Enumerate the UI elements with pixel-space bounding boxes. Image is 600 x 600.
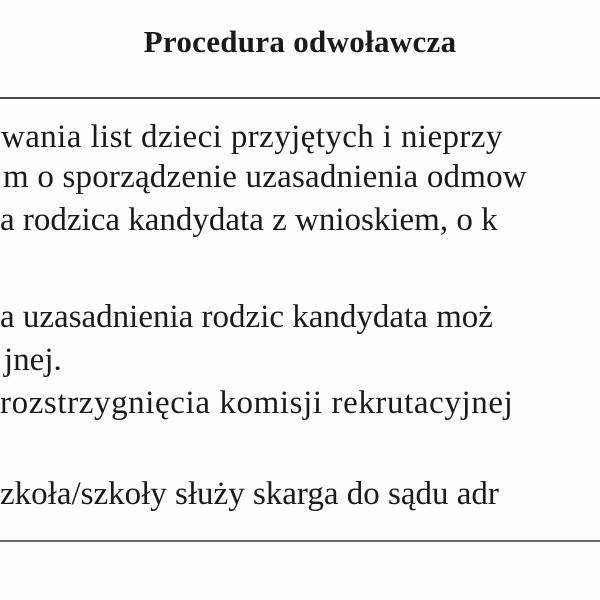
bottom-divider — [0, 540, 600, 542]
text-line-3: a rodzica kandydata z wnioskiem, o k — [0, 202, 498, 238]
top-divider — [0, 97, 600, 99]
text-line-5: jnej. — [4, 342, 62, 378]
text-line-2: m o sporządzenie uzasadnienia odmow — [3, 159, 527, 195]
text-line-6: rozstrzygnięcia komisji rekrutacyjnej — [0, 385, 514, 421]
text-line-1: wania list dzieci przyjętych i nieprzy — [1, 119, 503, 155]
text-line-7: zkoła/szkoły służy skarga do sądu adr — [0, 476, 499, 512]
page-title: Procedura odwoławcza — [143, 24, 457, 59]
text-line-4: a uzasadnienia rodzic kandydata moż — [0, 299, 493, 335]
